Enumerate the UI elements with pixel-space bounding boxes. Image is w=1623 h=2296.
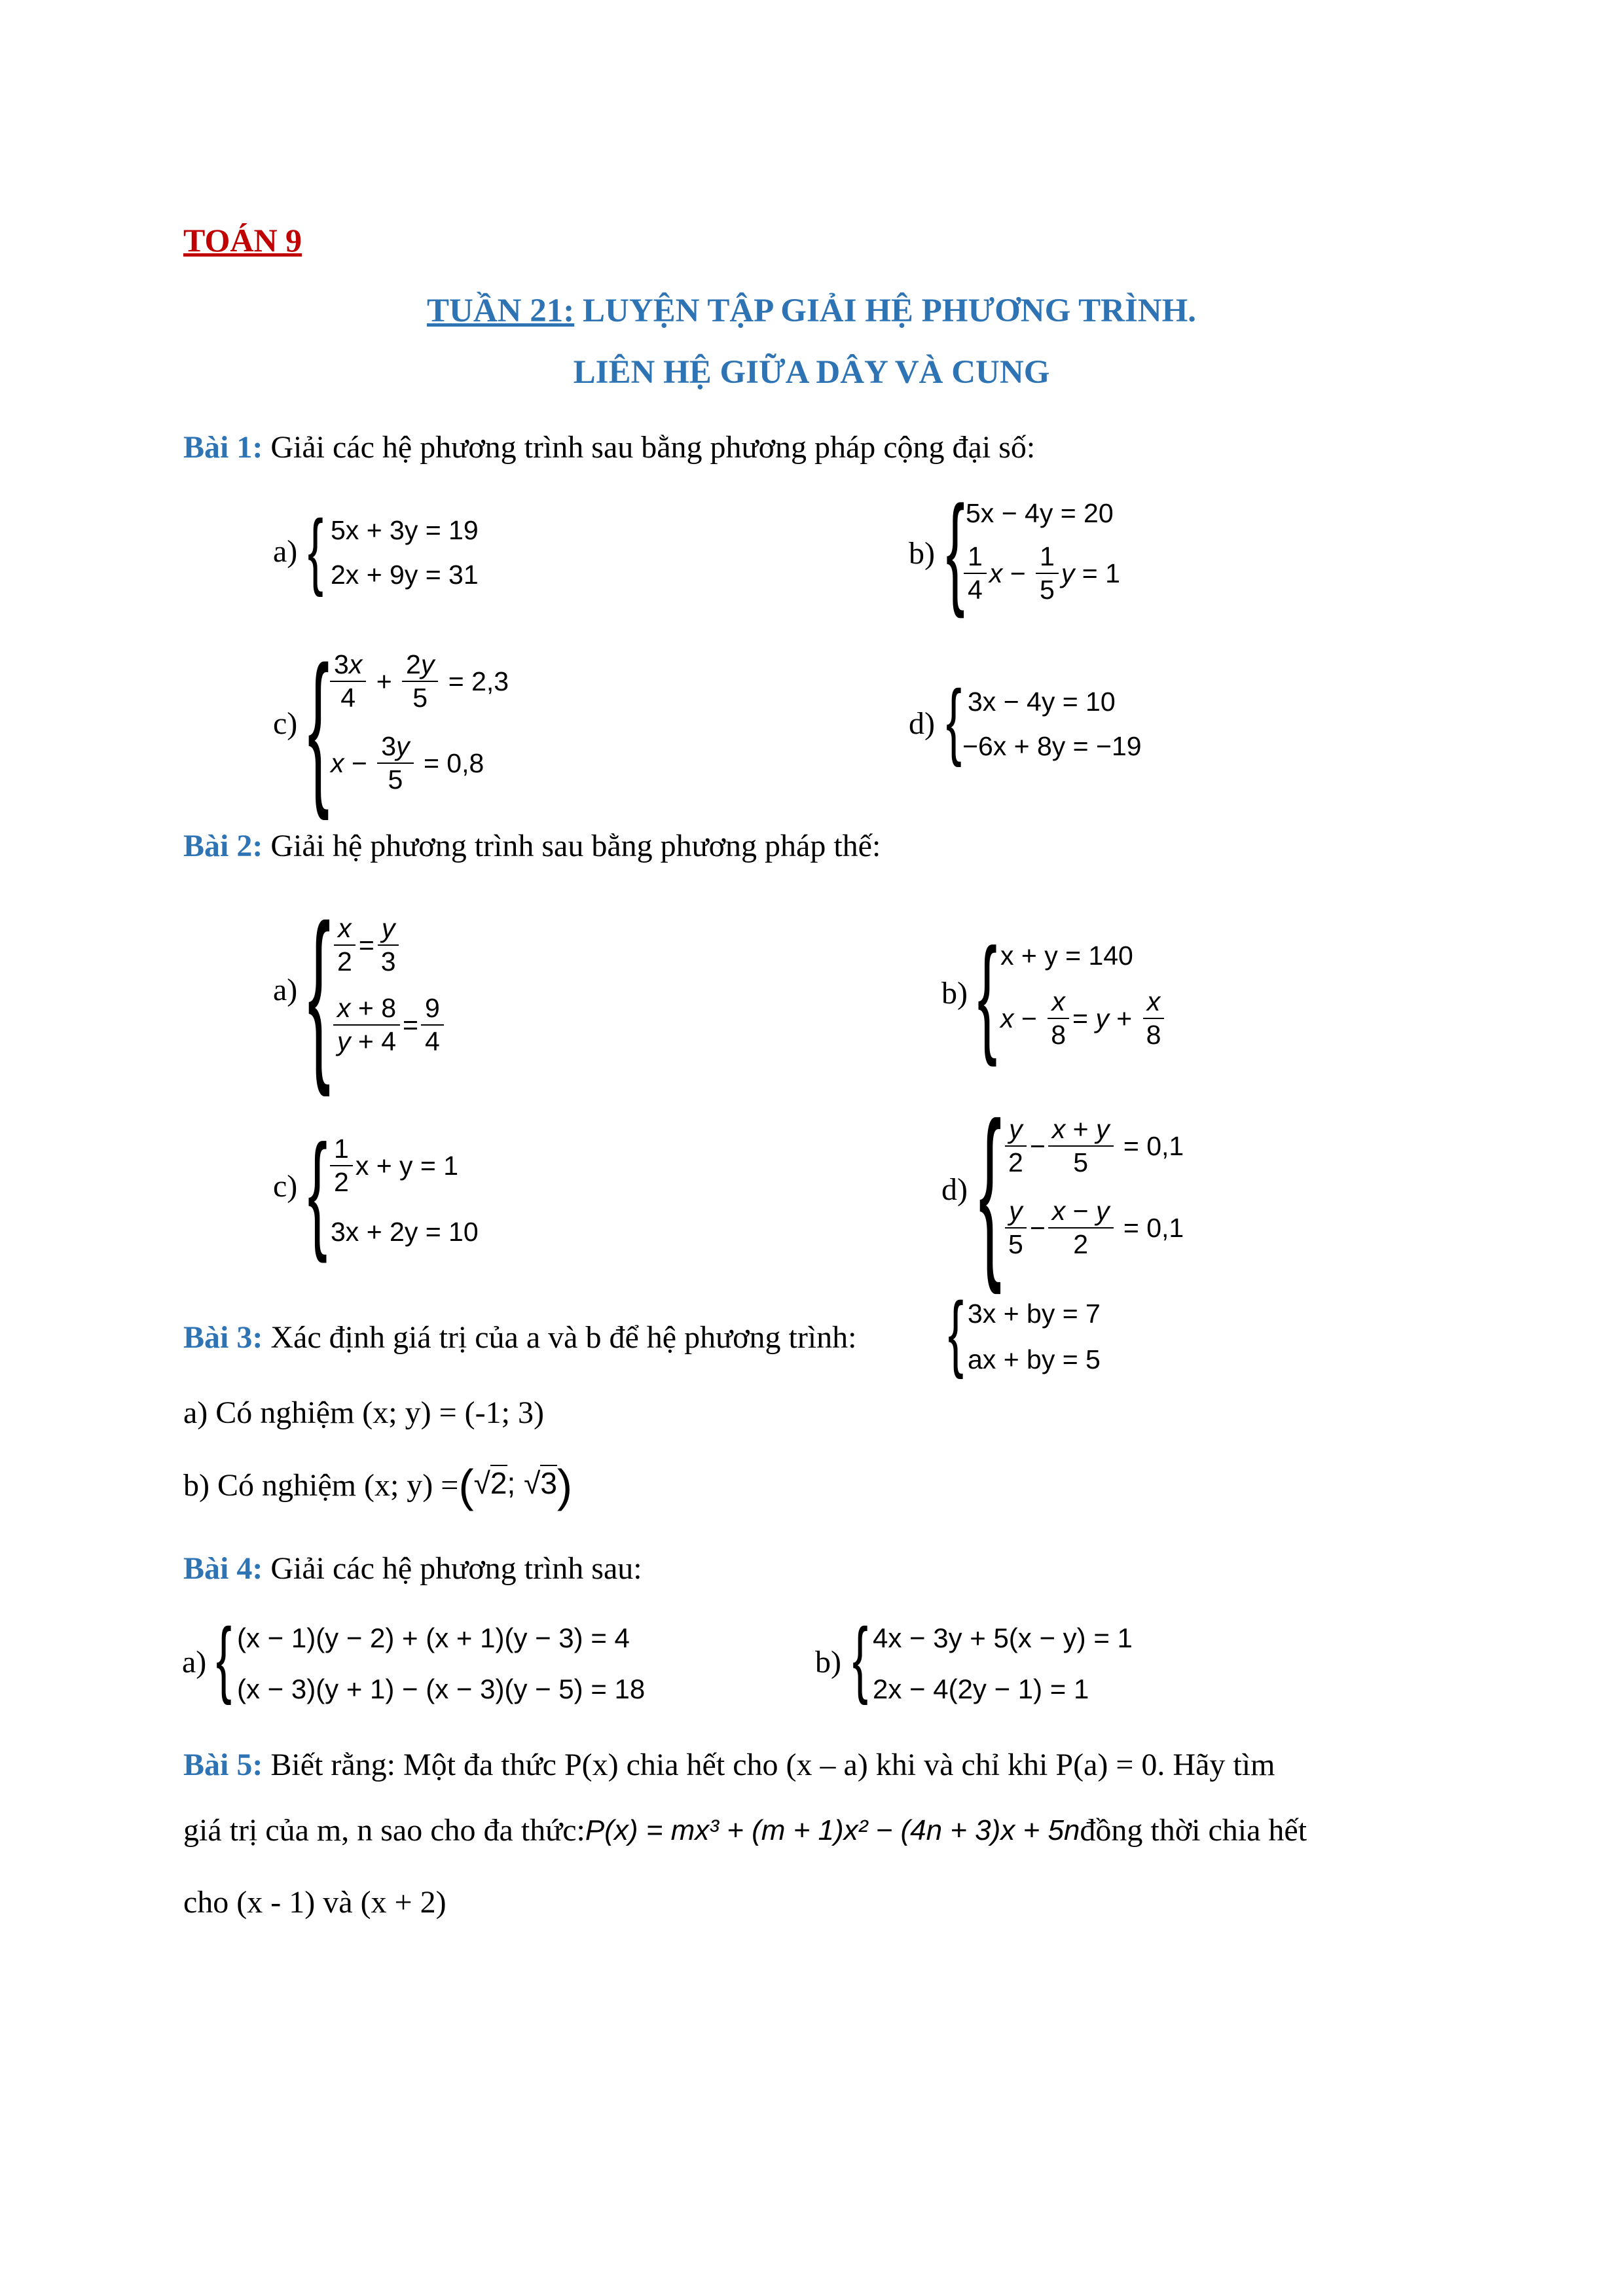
bai2-c-eq1: $\frac{1}{2}$ x + y = 1	[327, 1136, 458, 1196]
bai5-line2-post: đồng thời chia hết	[1080, 1813, 1307, 1848]
bai1-label: Bài 1:	[183, 430, 263, 465]
bai3-question-b	[183, 1460, 573, 1511]
bai1-b-eq2: $\frac{1}{4}$ x − $\frac{1}{5}$ y = 1	[961, 543, 1120, 603]
bai3-qb-value: (√2; √3)	[458, 1460, 573, 1511]
bai2-a-eq2: $\frac{x + 8}{y + 4}$ = $\frac{9}{4}$	[331, 995, 447, 1055]
bai1-d-eq2: −6x + 8y = −19	[962, 731, 1142, 761]
brace: {	[308, 632, 330, 821]
bai1-d-eq1: 3x − 4y = 10	[968, 687, 1116, 717]
bai3-text: Xác định giá trị của a và b để hệ phương trình:	[263, 1320, 857, 1355]
bai1-a-label: a)	[273, 534, 298, 569]
bai4-b-label: b)	[815, 1645, 841, 1679]
bai2-a-eq1: $\frac{x}{2}$ = $\frac{y}{3}$	[331, 915, 403, 975]
bai5-line3: cho (x - 1) và (x + 2)	[183, 1885, 447, 1920]
brace: {	[948, 1284, 964, 1380]
brace: {	[308, 1118, 328, 1264]
bai1-c-eq2-rest: = 0,8	[423, 747, 484, 778]
bai4-b-eq1: 4x − 3y + 5(x − y) = 1	[873, 1623, 1133, 1653]
bai4-text: Giải các hệ phương trình sau:	[263, 1551, 642, 1586]
page-subtitle: LIÊN HỆ GIỮA DÂY VÀ CUNG	[573, 354, 1050, 391]
bai1-a-eq1: 5x + 3y = 19	[331, 515, 479, 545]
bai4-label: Bài 4:	[183, 1551, 263, 1586]
bai5-formula: P(x) = mx³ + (m + 1)x² − (4n + 3)x + 5n	[585, 1814, 1080, 1846]
bai1-b-label: b)	[909, 536, 935, 571]
bai3-label: Bài 3:	[183, 1320, 263, 1355]
bai3-eq2: ax + by = 5	[968, 1344, 1101, 1374]
bai2-d-label: d)	[941, 1172, 968, 1207]
bai2-b-eq1: x + y = 140	[1000, 941, 1133, 971]
brace: {	[308, 502, 323, 598]
bai3-eq1: 3x + by = 7	[968, 1299, 1101, 1329]
bai2-c-label: c)	[273, 1169, 298, 1204]
bai3-question-a: a) Có nghiệm (x; y) = (-1; 3)	[183, 1395, 544, 1430]
bai5-line2	[183, 1812, 1307, 1850]
bai1-b-eq1: 5x − 4y = 20	[966, 498, 1114, 528]
bai1-c-eq2: x − $\frac{3y}{5}$ = 0,8	[331, 731, 484, 795]
brace: {	[216, 1610, 232, 1706]
title-line1: LUYỆN TẬP GIẢI HỆ PHƯƠNG TRÌNH.	[574, 293, 1197, 329]
bai1-b-eq2-rest: = 1	[1082, 558, 1120, 588]
brace: {	[979, 1083, 1002, 1295]
bai5-line1	[183, 1746, 1275, 1784]
bai3-heading	[183, 1319, 856, 1357]
bai1-a-eq2: 2x + 9y = 31	[331, 560, 479, 590]
page-title	[0, 292, 1623, 330]
brace: {	[977, 922, 998, 1067]
bai1-d-label: d)	[909, 706, 935, 741]
bai2-d-eq2-rest: = 0,1	[1123, 1212, 1184, 1243]
brace: {	[946, 672, 962, 768]
bai1-c-eq1-rest: = 2,3	[448, 666, 509, 696]
bai4-a-label: a)	[182, 1645, 207, 1679]
subject-header: TOÁN 9	[183, 222, 302, 259]
bai2-c-eq1-rest: x + y = 1	[355, 1150, 459, 1181]
title-week: TUẦN 21:	[426, 293, 575, 329]
bai4-a-eq2: (x − 3)(y + 1) − (x − 3)(y − 5) = 18	[237, 1674, 646, 1704]
bai2-b-eq2: x − $\frac{x}{8}$ = y + $\frac{x}{8}$	[1000, 988, 1167, 1049]
bai2-d-eq1: $\frac{y}{2}$ − $\frac{x + y}{5}$ = 0,1	[1002, 1116, 1184, 1176]
bai5-line2-pre: giá trị của m, n sao cho đa thức:	[183, 1813, 585, 1848]
bai2-d-eq1-rest: = 0,1	[1123, 1130, 1184, 1161]
bai1-c-label: c)	[273, 706, 298, 741]
bai2-b-label: b)	[941, 976, 968, 1011]
brace: {	[946, 480, 965, 619]
bai2-c-eq2: 3x + 2y = 10	[331, 1217, 479, 1247]
bai4-heading	[183, 1550, 642, 1588]
bai1-heading	[183, 429, 1035, 467]
bai1-text: Giải các hệ phương trình sau bằng phương pháp cộng đại số:	[263, 430, 1036, 465]
brace: {	[308, 886, 331, 1098]
bai3-qb-text: b) Có nghiệm (x; y) =	[183, 1468, 459, 1503]
bai2-heading	[183, 827, 881, 865]
bai4-a-eq1: (x − 1)(y − 2) + (x + 1)(y − 3) = 4	[237, 1623, 630, 1653]
bai2-label: Bài 2:	[183, 829, 263, 863]
bai5-text: Biết rằng: Một đa thức P(x) chia hết cho (x – a) khi và chỉ khi P(a) = 0. Hãy tìm	[263, 1748, 1275, 1782]
bai2-a-label: a)	[273, 973, 298, 1007]
bai5-label: Bài 5:	[183, 1748, 263, 1782]
bai4-b-eq2: 2x − 4(2y − 1) = 1	[873, 1674, 1089, 1704]
bai2-text: Giải hệ phương trình sau bằng phương pháp thế:	[263, 829, 881, 863]
bai1-c-eq1: $\frac{3x}{4}$ + $\frac{2y}{5}$ = 2,3	[327, 651, 509, 711]
brace: {	[852, 1610, 868, 1706]
bai2-d-eq2: $\frac{y}{5}$ − $\frac{x - y}{2}$ = 0,1	[1002, 1198, 1184, 1258]
